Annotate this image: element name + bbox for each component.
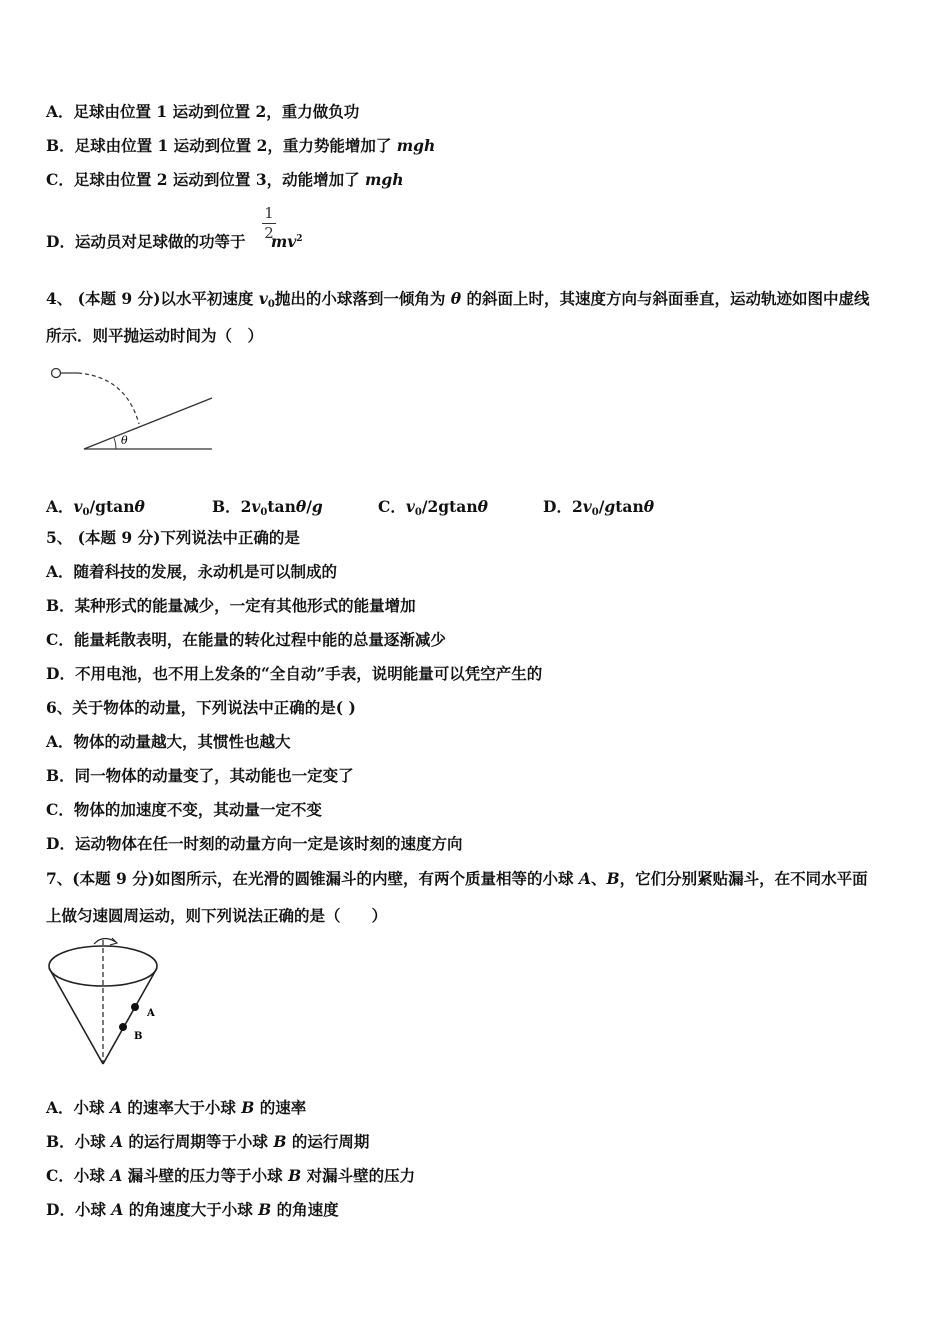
trajectory-curve (78, 373, 139, 424)
q3-option-b: B．足球由位置 1 运动到位置 2，重力势能增加了 mgh (46, 136, 436, 155)
q6-option-d: D．运动物体在任一时刻的动量方向一定是该时刻的速度方向 (46, 834, 463, 853)
q6-option-a: A．物体的动量越大，其惯性也越大 (46, 732, 291, 751)
projectile-incline-figure (46, 362, 216, 457)
q5-option-a: A．随着科技的发展，永动机是可以制成的 (46, 562, 338, 581)
q7-option-b: B．小球 A 的运行周期等于小球 B 的运行周期 (46, 1132, 370, 1151)
q6-option-c: C．物体的加速度不变，其动量一定不变 (46, 800, 322, 819)
ball-icon (52, 369, 61, 378)
q3-option-a: A．足球由位置 1 运动到位置 2，重力做负功 (46, 102, 360, 121)
q5-option-d: D．不用电池，也不用上发条的“全自动”手表，说明能量可以凭空产生的 (46, 664, 543, 683)
q5-option-b: B．某种形式的能量减少，一定有其他形式的能量增加 (46, 596, 416, 615)
q7-stem-line1: 7、(本题 9 分)如图所示，在光滑的圆锥漏斗的内壁，有两个质量相等的小球 A、B，它们分别紧贴漏斗，在不同水平面 (46, 869, 868, 888)
q7-option-d: D．小球 A 的角速度大于小球 B 的角速度 (46, 1200, 339, 1219)
q7-stem-line2: 上做匀速圆周运动，则下列说法正确的是（ ） (46, 906, 388, 925)
theta-label: θ (121, 434, 128, 447)
q6-option-b: B．同一物体的动量变了，其动能也一定变了 (46, 766, 354, 785)
q3-option-d: D．运动员对足球做的功等于 $mv^2$ (46, 232, 303, 251)
ball-a-icon (131, 1003, 139, 1011)
q5-stem: 5、 (本题 9 分)下列说法中正确的是 (46, 528, 300, 547)
q6-stem: 6、关于物体的动量，下列说法中正确的是( ) (46, 698, 356, 717)
label-a: A (147, 1008, 155, 1019)
q4-option-b: B．$2v_0\tan\theta/g$ (212, 497, 323, 518)
q7-option-a: A．小球 A 的速率大于小球 B 的速率 (46, 1098, 307, 1117)
q3-option-c: C．足球由位置 2 运动到位置 3，动能增加了 mgh (46, 170, 404, 189)
q4-stem-line1: 4、 (本题 9 分)以水平初速度 $v_0$抛出的小球落到一倾角为 θ 的斜面上时，其速度方向与斜面垂直，运动轨迹如图中虚线 (46, 289, 870, 310)
q4-option-c: C．$v_0/2gtan\theta$ (378, 497, 488, 518)
cone-funnel-figure (46, 936, 171, 1071)
q5-option-c: C．能量耗散表明，在能量的转化过程中能的总量逐渐减少 (46, 630, 446, 649)
ball-b-icon (119, 1023, 127, 1031)
q7-option-c: C．小球 A 漏斗壁的压力等于小球 B 对漏斗壁的压力 (46, 1166, 416, 1185)
fraction-one-half: 1 2 (262, 205, 276, 242)
q4-option-a: A．$v_0$/gtanθ (46, 497, 145, 518)
q4-option-d: D．$2v_0$/gtanθ (543, 497, 655, 518)
label-b: B (134, 1031, 143, 1042)
incline-line (84, 398, 212, 449)
q4-stem-line2: 所示．则平抛运动时间为（ ） (46, 326, 264, 345)
